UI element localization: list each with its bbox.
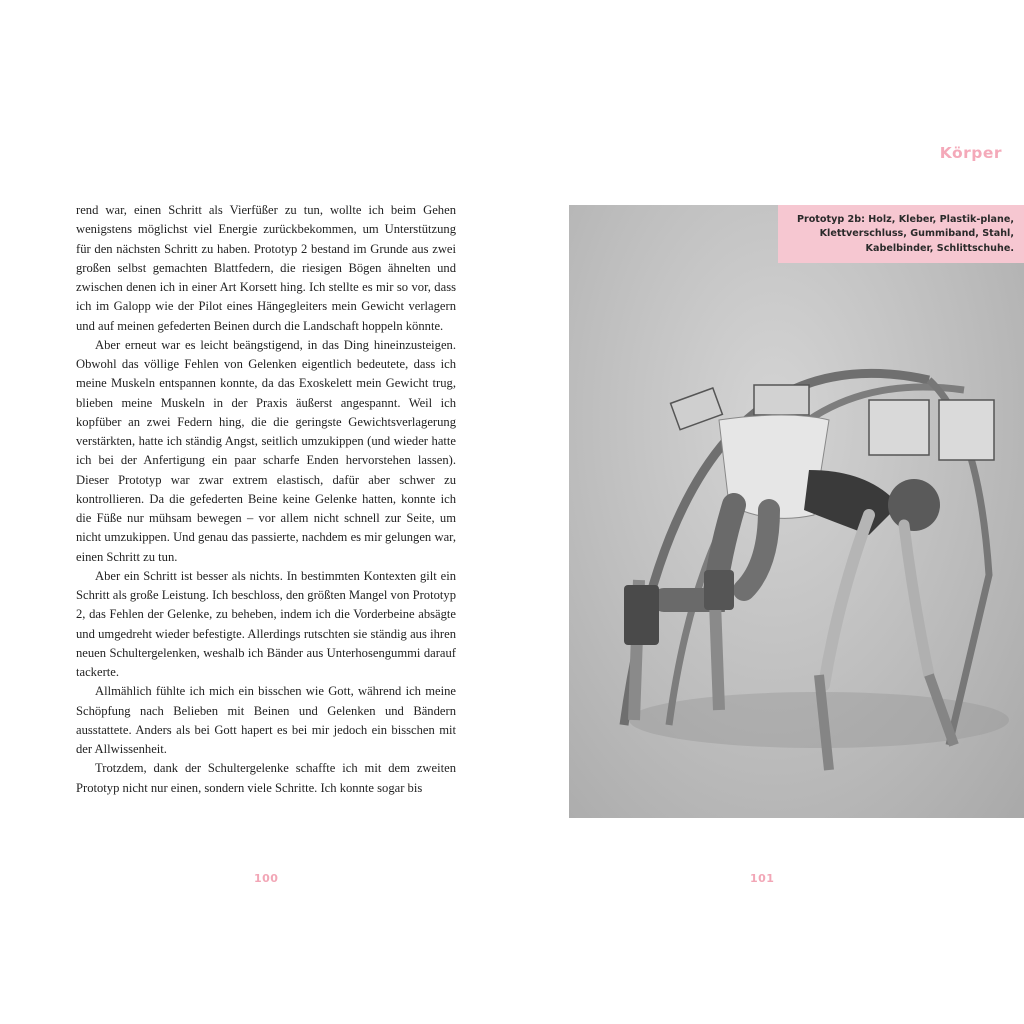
right-page xyxy=(512,0,1024,1024)
page-number-left: 100 xyxy=(254,872,279,885)
paragraph: Aber erneut war es leicht beängstigend, in das Ding hineinzusteigen. Obwohl das völlige Fehlen von Gelenken eigentlich bedeutete, dass ich meine Muskeln entspannen konnte, da das Exoskelett mein Gewicht trug, blieben meine Muskeln in der Praxis äußerst angespannt. Weil ich kopfüber an zwei Federn hing, die die geringste Gewichtsverlagerung verstärkten, hatte ich ständig Angst, seitlich umzukippen (und wieder hatte ich bei der Anfertigung ein paar scharfe Enden hervorstehen lassen). Dieser Prototyp war zwar extrem elastisch, dafür aber schwer zu kontrollieren. Da die gefederten Beine keine Gelenke hatten, konnte ich die Füße nur mühsam bewegen – vor allem nicht schnell zur Seite, um nicht umzukippen. Und genau das passierte, nachdem es mir gelungen war, einen Schritt zu tun. xyxy=(76,337,456,564)
body-text xyxy=(76,201,456,798)
page-number-right: 101 xyxy=(750,872,775,885)
section-title: Körper xyxy=(939,144,1002,162)
photo-caption: Prototyp 2b: Holz, Kleber, Plastik-plane, Klettverschluss, Gummiband, Stahl, Kabelbinder, Schlittschuhe. xyxy=(796,214,1014,254)
paragraph: Allmählich fühlte ich mich ein bisschen wie Gott, während ich meine Schöpfung nach Belieben mit Beinen und Gelenken und Bändern ausstattete. Anders als bei Gott hapert es bei mir jedoch ein bisschen mit der Allwissenheit. xyxy=(76,684,456,756)
prototype-photo xyxy=(569,205,1024,818)
paragraph: Trotzdem, dank der Schultergelenke schaffte ich mit dem zweiten Prototyp nicht nur einen, sondern viele Schritte. Ich konnte sogar bis xyxy=(76,761,456,795)
caption-box xyxy=(778,205,1024,263)
exoskeleton-illustration xyxy=(569,205,1024,818)
paragraph: rend war, einen Schritt als Vierfüßer zu tun, wollte ich beim Gehen wenigstens möglichst viel Energie zurückbekommen, um Unterstützung für den nächsten Schritt zu haben. Prototyp 2 bestand im Grunde aus zwei großen selbst gemachten Blattfedern, die riesigen Bögen ähnelten und zwischen denen ich in einer Art Korsett hing. Ich stellte es mir so vor, dass ich im Galopp wie der Pilot eines Hängegleiters mein Gewicht verlagern und auf meinen gefederten Beinen durch die Landschaft hoppeln könnte. xyxy=(76,203,456,333)
paragraph: Aber ein Schritt ist besser als nichts. In bestimmten Kontexten gilt ein Schritt als große Leistung. Ich beschloss, den größten Mangel von Prototyp 2, das Fehlen der Gelenke, zu beheben, indem ich die Vorderbeine absägte und umgedreht wieder befestigte. Allerdings rutschten sie ständig aus ihren neuen Schultergelenken, weshalb ich Bänder aus Unterhosengummi darauf tackerte. xyxy=(76,568,456,679)
